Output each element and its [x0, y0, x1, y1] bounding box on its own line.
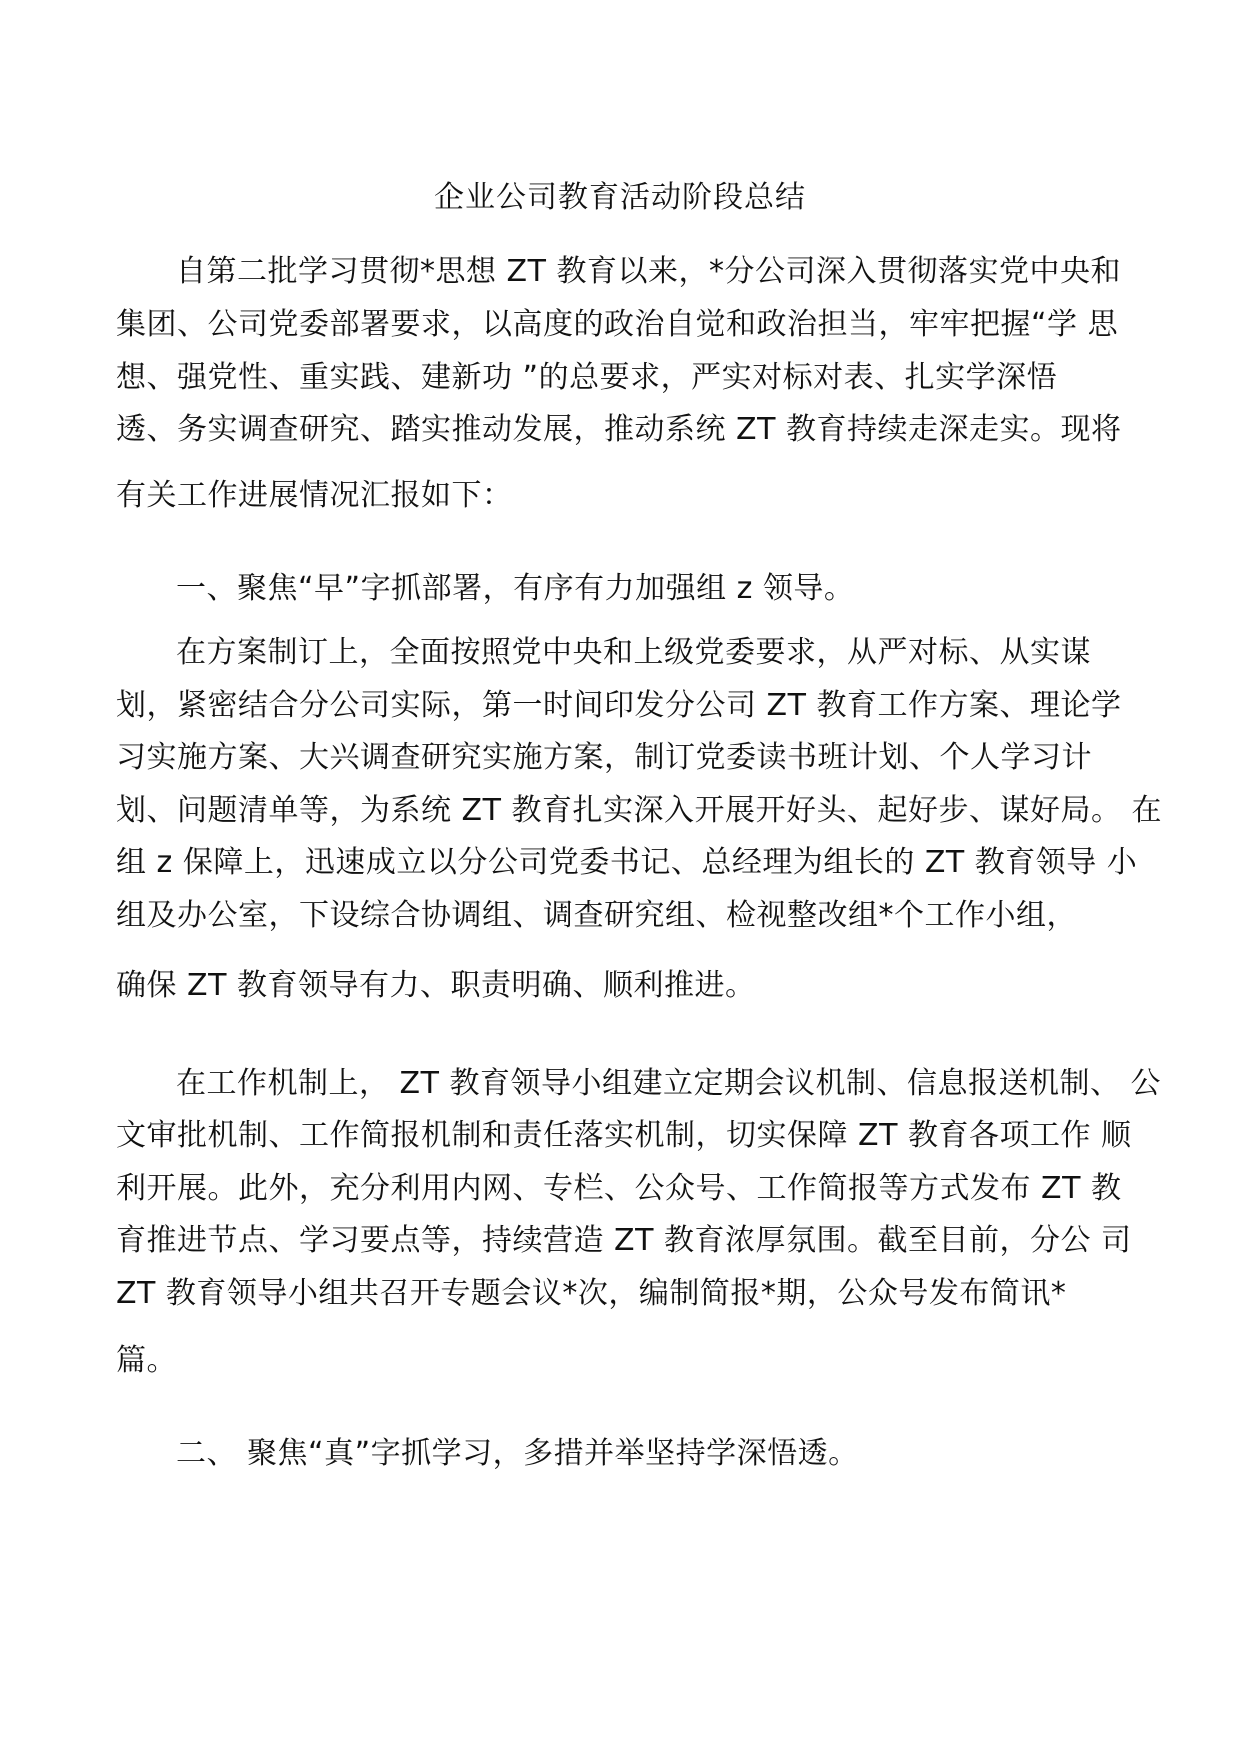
paragraph-2-line-5: 组 z 保障上，迅速成立以分公司党委书记、总经理为组长的 ZT 教育领导 小	[116, 845, 1138, 880]
paragraph-3-line-4: 育推进节点、学习要点等，持续营造 ZT 教育浓厚氛围。截至目前，分公 司	[116, 1223, 1132, 1258]
paragraph-2-line-4: 划、问题清单等，为系统 ZT 教育扎实深入开展开好头、起好步、谋好局。 在	[116, 793, 1162, 828]
paragraph-1-line-1: 自第二批学习贯彻*思想 ZT 教育以来，*分公司深入贯彻落实党中央和	[176, 254, 1121, 289]
paragraph-3-line-5: ZT 教育领导小组共召开专题会议*次，编制简报*期，公众号发布简讯*	[116, 1276, 1067, 1311]
paragraph-1-line-3: 想、强党性、重实践、建新功 ”的总要求，严实对标对表、扎实学深悟	[116, 360, 1058, 395]
section-heading-1: 一、聚焦“早”字抓部署，有序有力加强组 z 领导。	[176, 571, 855, 606]
paragraph-2-line-7: 确保 ZT 教育领导有力、职责明确、顺利推进。	[116, 968, 756, 1003]
section-heading-2: 二、 聚焦“真”字抓学习，多措并举坚持学深悟透。	[176, 1436, 859, 1471]
paragraph-3-line-6: 篇。	[116, 1343, 177, 1378]
paragraph-2-line-2: 划，紧密结合分公司实际，第一时间印发分公司 ZT 教育工作方案、理论学	[116, 688, 1122, 723]
paragraph-2-line-1: 在方案制订上，全面按照党中央和上级党委要求，从严对标、从实谋	[176, 635, 1091, 670]
paragraph-1-line-5: 有关工作进展情况汇报如下：	[116, 478, 513, 513]
paragraph-3-line-3: 利开展。此外，充分利用内网、专栏、公众号、工作简报等方式发布 ZT 教	[116, 1171, 1122, 1206]
document-title: 企业公司教育活动阶段总结	[434, 180, 806, 215]
paragraph-1-line-2: 集团、公司党委部署要求，以高度的政治自觉和政治担当，牢牢把握“学 思	[116, 307, 1119, 342]
paragraph-3-line-2: 文审批机制、工作简报机制和责任落实机制，切实保障 ZT 教育各项工作 顺	[116, 1118, 1132, 1153]
paragraph-2-line-6: 组及办公室，下设综合协调组、调查研究组、检视整改组*个工作小组，	[116, 898, 1077, 933]
paragraph-1-line-4: 透、务实调查研究、踏实推动发展，推动系统 ZT 教育持续走深走实。现将	[116, 412, 1122, 447]
paragraph-3-line-1: 在工作机制上， ZT 教育领导小组建立定期会议机制、信息报送机制、 公	[176, 1066, 1161, 1101]
paragraph-2-line-3: 习实施方案、大兴调查研究实施方案，制订党委读书班计划、个人学习计	[116, 740, 1092, 775]
